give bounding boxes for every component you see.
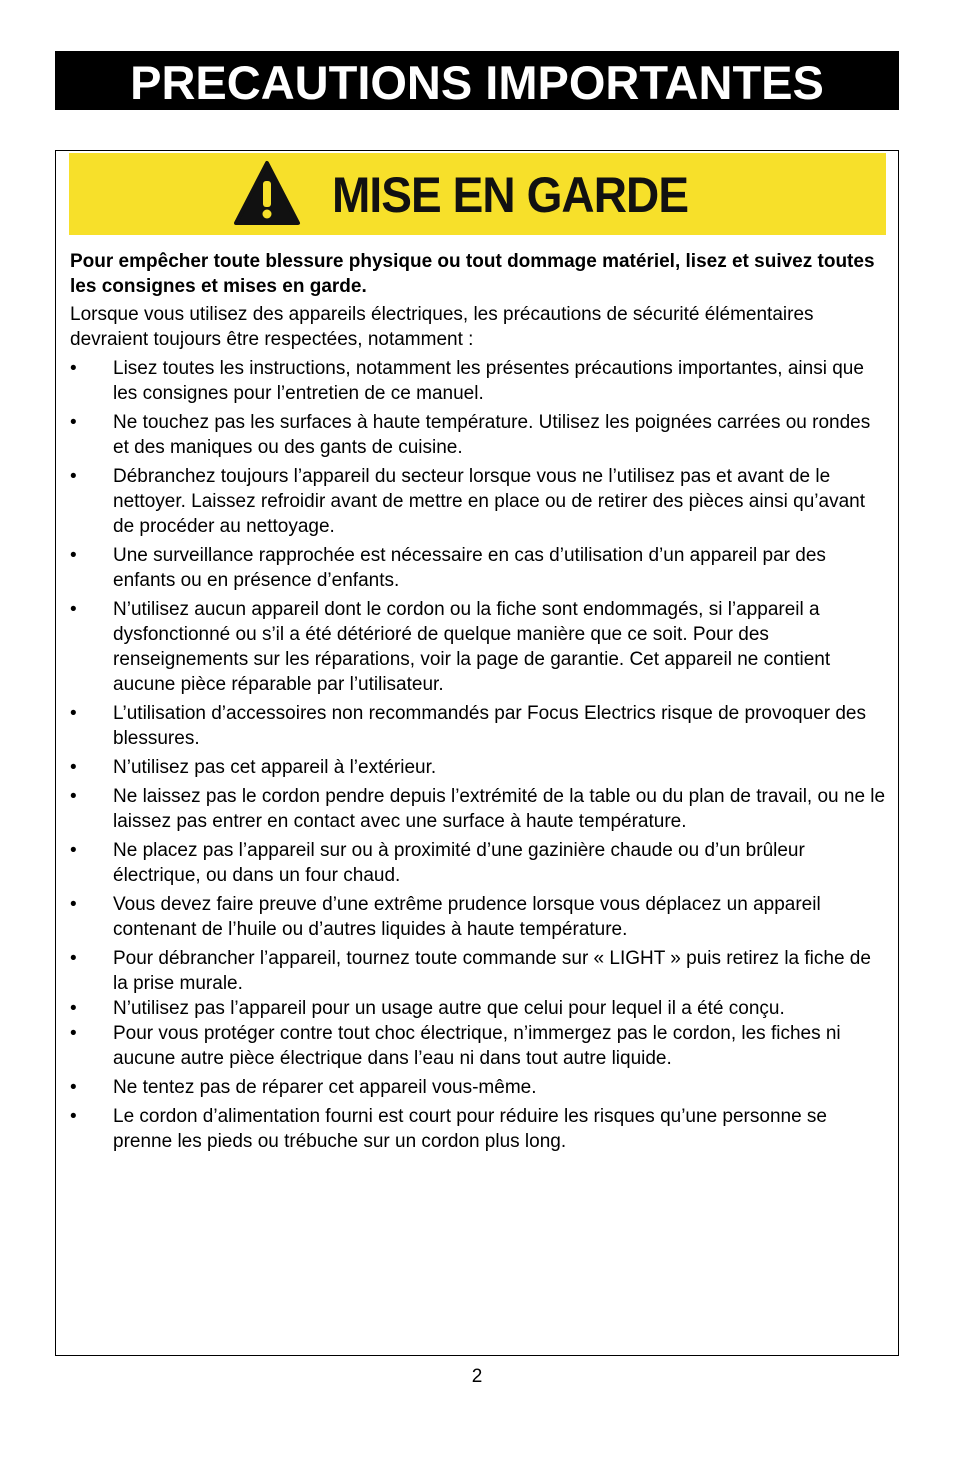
list-item-text: Pour vous protéger contre tout choc électrique, n’immergez pas le cordon, les fiches ni aucune autre pièce électrique dans l’eau ni dans tout autre liquide. xyxy=(113,1023,841,1069)
bullet-mark: • xyxy=(70,703,77,724)
warning-box xyxy=(55,150,899,1356)
list-item xyxy=(70,464,888,539)
list-item-text: Le cordon d’alimentation fourni est court pour réduire les risques qu’une personne se prenne les pieds ou trébuche sur un cordon plus long. xyxy=(113,1106,827,1152)
bullet-mark: • xyxy=(70,1106,77,1127)
page-header-bar xyxy=(55,51,899,110)
intro-text: Lorsque vous utilisez des appareils électriques, les précautions de sécurité élémentaires devraient toujours être respectées, notamment : xyxy=(70,304,814,350)
list-item xyxy=(70,892,888,942)
bullet-mark: • xyxy=(70,840,77,861)
list-item xyxy=(70,1021,888,1071)
list-item xyxy=(70,946,888,996)
warning-label: MISE EN GARDE xyxy=(332,167,689,223)
warning-triangle-icon xyxy=(233,159,301,227)
bullet-mark: • xyxy=(70,1077,77,1098)
list-item xyxy=(70,1075,888,1100)
bullet-mark: • xyxy=(70,948,77,969)
page-number: 2 xyxy=(471,1366,483,1387)
bullet-mark: • xyxy=(70,545,77,566)
list-item xyxy=(70,410,888,460)
precautions-content xyxy=(70,249,888,1158)
list-item xyxy=(70,996,888,1021)
bullet-mark: • xyxy=(70,786,77,807)
list-item-text: Lisez toutes les instructions, notamment les présentes précautions importantes, ainsi que les consignes pour l’entretien de ce manuel. xyxy=(113,358,864,404)
list-item-text: L’utilisation d’accessoires non recommandés par Focus Electrics risque de provoquer des blessures. xyxy=(113,703,866,749)
list-item-text: N’utilisez pas cet appareil à l’extérieur. xyxy=(113,757,437,778)
list-item xyxy=(70,1104,888,1154)
intro-bold-text: Pour empêcher toute blessure physique ou tout dommage matériel, lisez et suivez toutes les consignes et mises en garde. xyxy=(70,251,875,297)
bullet-mark: • xyxy=(70,998,77,1019)
list-item xyxy=(70,597,888,697)
list-item-text: Pour débrancher l’appareil, tournez toute commande sur « LIGHT » puis retirez la fiche de la prise murale. xyxy=(113,948,871,994)
bullet-mark: • xyxy=(70,412,77,433)
list-item-text: N’utilisez pas l’appareil pour un usage autre que celui pour lequel il a été conçu. xyxy=(113,998,785,1019)
bullet-mark: • xyxy=(70,757,77,778)
list-item-text: N’utilisez aucun appareil dont le cordon ou la fiche sont endommagés, si l’appareil a dysfonctionné ou s’il a été détérioré de quelque manière que ce soit. Pour des renseignements sur les réparations, voir la page de garantie. Cet appareil ne contient aucune pièce réparable par l’utilisateur. xyxy=(113,599,831,695)
list-item-text: Débranchez toujours l’appareil du secteur lorsque vous ne l’utilisez pas et avant de le nettoyer. Laissez refroidir avant de mettre en place ou de retirer des pièces ainsi qu’avant de procéder au nettoyage. xyxy=(113,466,865,537)
precautions-list xyxy=(70,356,888,1154)
page-title: PRECAUTIONS IMPORTANTES xyxy=(130,56,824,109)
list-item-text: Ne placez pas l’appareil sur ou à proximité d’une gazinière chaude ou d’un brûleur électrique, ou dans un four chaud. xyxy=(113,840,805,886)
list-item xyxy=(70,543,888,593)
bullet-mark: • xyxy=(70,599,77,620)
list-item-text: Une surveillance rapprochée est nécessaire en cas d’utilisation d’un appareil par des enfants ou en présence d’enfants. xyxy=(113,545,826,591)
list-item xyxy=(70,755,888,780)
list-item-text: Ne laissez pas le cordon pendre depuis l’extrémité de la table ou du plan de travail, ou ne le laissez pas entrer en contact avec une surface à haute température. xyxy=(113,786,886,832)
bullet-mark: • xyxy=(70,358,77,379)
bullet-mark: • xyxy=(70,466,77,487)
list-item-text: Ne touchez pas les surfaces à haute température. Utilisez les poignées carrées ou rondes et des maniques ou des gants de cuisine. xyxy=(113,412,871,458)
list-item-text: Ne tentez pas de réparer cet appareil vous-même. xyxy=(113,1077,537,1098)
list-item xyxy=(70,701,888,751)
list-item xyxy=(70,838,888,888)
list-item xyxy=(70,356,888,406)
bullet-mark: • xyxy=(70,894,77,915)
list-item-text: Vous devez faire preuve d’une extrême prudence lorsque vous déplacez un appareil contenant de l’huile ou d’autres liquides à haute température. xyxy=(113,894,821,940)
bullet-mark: • xyxy=(70,1023,77,1044)
list-item xyxy=(70,784,888,834)
warning-banner xyxy=(69,153,886,235)
